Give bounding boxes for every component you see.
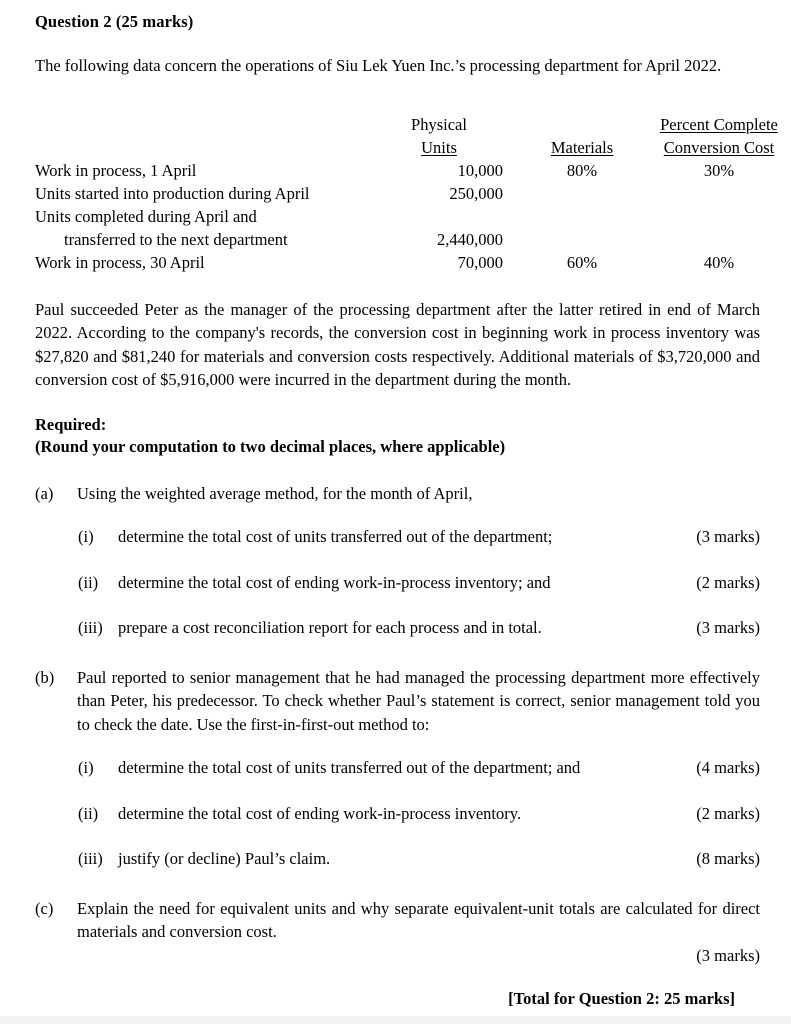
part-a-ii-marker: (ii) bbox=[78, 572, 99, 592]
part-a-iii-marks: (3 marks) bbox=[696, 618, 760, 637]
header-percent-complete: Percent Complete bbox=[660, 114, 778, 134]
part-a-iii bbox=[78, 616, 760, 640]
part-a-ii-marks: (2 marks) bbox=[696, 572, 760, 592]
row-materials-empty bbox=[521, 205, 643, 228]
row-label-continued: transferred to the next department bbox=[64, 229, 288, 249]
part-a-subitems bbox=[78, 525, 760, 640]
part-b-ii-text: determine the total cost of ending work-in-process inventory. bbox=[118, 803, 522, 823]
table-row bbox=[35, 182, 791, 205]
narrative-paragraph: Paul succeeded Peter as the manager of the processing department after the latter retired in end of March 2022. According to the company's records, the conversion cost in beginning work in process inventory was $27,820 and $81,240 for materials and conversion costs respectively. Additional materials of $3,720,000 and conversion cost of $5,916,000 were incurred in the department during the month. bbox=[35, 299, 760, 389]
part-a-i-marker: (i) bbox=[78, 527, 94, 546]
part-c-body: Explain the need for equivalent units and why separate equivalent-unit totals are calculated for direct materials and conversion cost. bbox=[77, 898, 760, 941]
row-label: Units started into production during April bbox=[35, 183, 310, 203]
part-b-ii-marks: (2 marks) bbox=[696, 803, 760, 823]
table-row-continuation bbox=[35, 228, 791, 251]
part-c-text bbox=[77, 897, 760, 968]
row-label: Work in process, 1 April bbox=[35, 160, 197, 180]
part-c-marks: (3 marks) bbox=[696, 945, 760, 965]
part-a-iii-marker: (iii) bbox=[78, 618, 103, 637]
table-row bbox=[35, 205, 791, 228]
row-conversion bbox=[643, 182, 791, 205]
part-a-i-marks: (3 marks) bbox=[696, 527, 760, 546]
part-b-i-marks: (4 marks) bbox=[696, 758, 760, 777]
row-units: 250,000 bbox=[449, 183, 503, 203]
row-conversion: 30% bbox=[703, 160, 735, 180]
row-units: 70,000 bbox=[457, 252, 503, 272]
part-a bbox=[35, 482, 760, 506]
table-row bbox=[35, 251, 791, 274]
row-units: 10,000 bbox=[457, 160, 503, 180]
row-conversion-empty bbox=[643, 205, 791, 228]
row-materials bbox=[521, 182, 643, 205]
part-a-iii-text: prepare a cost reconciliation report for each process and in total. bbox=[118, 618, 542, 637]
part-b-ii bbox=[78, 802, 760, 826]
row-units: 2,440,000 bbox=[437, 229, 503, 249]
header-spacer-2 bbox=[35, 136, 375, 159]
part-b bbox=[35, 666, 760, 737]
part-b-i-text: determine the total cost of units transferred out of the department; and bbox=[118, 758, 581, 777]
table-row bbox=[35, 159, 791, 182]
total-marks-line: [Total for Question 2: 25 marks] bbox=[508, 989, 735, 1008]
part-a-marker: (a) bbox=[35, 483, 54, 503]
part-b-iii-marks: (8 marks) bbox=[696, 849, 760, 868]
header-materials: Materials bbox=[550, 137, 614, 157]
part-a-i bbox=[78, 525, 760, 549]
header-spacer bbox=[35, 113, 375, 136]
page-bottom-band bbox=[0, 1016, 791, 1024]
part-a-text: Using the weighted average method, for the month of April, bbox=[77, 483, 473, 503]
row-materials: 80% bbox=[566, 160, 598, 180]
header-units: Units bbox=[421, 137, 457, 157]
part-a-ii bbox=[78, 571, 760, 595]
row-materials: 60% bbox=[566, 252, 598, 272]
row-conversion: 40% bbox=[703, 252, 735, 272]
part-a-i-text: determine the total cost of units transferred out of the department; bbox=[118, 527, 553, 546]
part-a-ii-text: determine the total cost of ending work-in-process inventory; and bbox=[118, 572, 551, 592]
part-b-subitems bbox=[78, 756, 760, 871]
process-data-table bbox=[35, 113, 791, 274]
part-b-i bbox=[78, 756, 760, 780]
row-label: Work in process, 30 April bbox=[35, 252, 205, 272]
part-b-i-marker: (i) bbox=[78, 758, 94, 777]
table-header-row-top bbox=[35, 113, 791, 136]
part-c-marker: (c) bbox=[35, 898, 54, 918]
row-materials bbox=[521, 228, 643, 251]
page-title: Question 2 (25 marks) bbox=[35, 12, 194, 31]
row-conversion bbox=[643, 228, 791, 251]
table-header-row-bottom bbox=[35, 136, 791, 159]
intro-paragraph: The following data concern the operations of Siu Lek Yuen Inc.’s processing department for April 2022. bbox=[35, 56, 722, 75]
part-c bbox=[35, 897, 760, 968]
part-b-ii-marker: (ii) bbox=[78, 803, 99, 823]
part-b-iii bbox=[78, 847, 760, 871]
part-b-iii-text: justify (or decline) Paul’s claim. bbox=[118, 849, 331, 868]
part-b-marker: (b) bbox=[35, 667, 55, 687]
required-note: (Round your computation to two decimal places, where applicable) bbox=[35, 436, 506, 456]
header-conversion-cost: Conversion Cost bbox=[663, 137, 775, 157]
row-units-empty bbox=[375, 205, 521, 228]
part-b-text: Paul reported to senior management that he had managed the processing department more effectively than Peter, his predecessor. To check whether Paul’s statement is correct, senior management told you to check the date. Use the first-in-first-out method to: bbox=[77, 667, 760, 734]
header-spacer-materials bbox=[521, 113, 643, 136]
header-physical: Physical bbox=[411, 114, 467, 134]
required-title: Required: bbox=[35, 414, 107, 434]
part-b-iii-marker: (iii) bbox=[78, 849, 103, 868]
row-label: Units completed during April and bbox=[35, 206, 257, 226]
